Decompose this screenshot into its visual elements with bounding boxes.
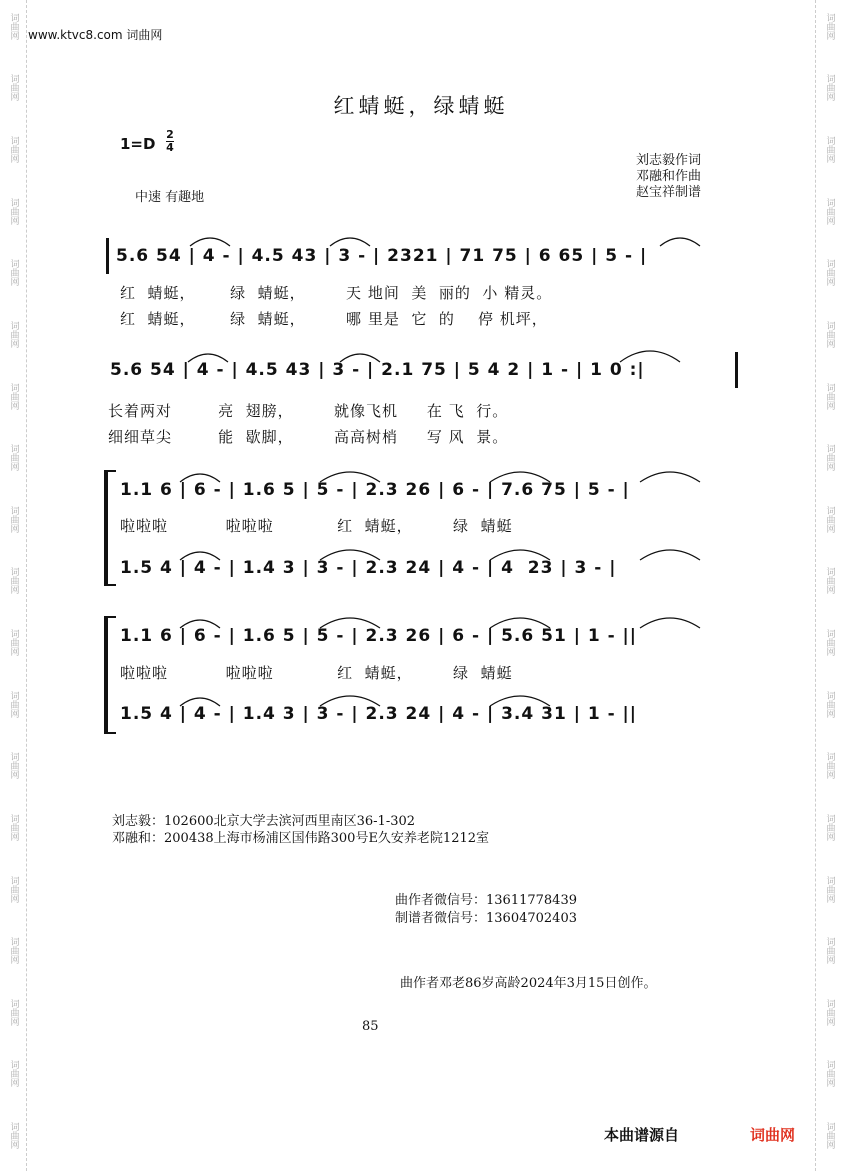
margin-watermark-text: 词曲网 xyxy=(8,74,19,102)
margin-watermark-text: 词曲网 xyxy=(8,444,19,472)
margin-watermark-text: 词曲网 xyxy=(824,998,835,1026)
margin-watermark-text: 词曲网 xyxy=(8,1060,19,1088)
margin-watermark-text: 词曲网 xyxy=(8,505,19,533)
system4-lower-notes: 1.5 4 | 4 - | 1.4 3 | 3 - | 2.3 24 | 4 - | 3.4 31 | 1 - || xyxy=(120,704,637,724)
margin-watermark-text: 词曲网 xyxy=(824,813,835,841)
margin-watermark-text: 词曲网 xyxy=(8,752,19,780)
margin-watermark-text: 词曲网 xyxy=(824,382,835,410)
margin-watermark-text: 词曲网 xyxy=(8,382,19,410)
margin-watermark-text: 词曲网 xyxy=(824,567,835,595)
margin-watermark-text: 词曲网 xyxy=(8,998,19,1026)
arranger-wechat: 制谱者微信号：13604702403 xyxy=(395,911,577,926)
song-title: 红蜻蜓，绿蜻蜓 xyxy=(333,94,509,118)
margin-watermark-text: 词曲网 xyxy=(8,937,19,965)
margin-watermark-text: 词曲网 xyxy=(8,259,19,287)
time-signature-top: 2 xyxy=(166,128,174,141)
margin-watermark-text: 词曲网 xyxy=(824,320,835,348)
composer-credit: 邓融和作曲 xyxy=(636,169,702,184)
system4-lyrics: 啦啦啦 啦啦啦 红 蜻蜓， 绿 蜻蜓 xyxy=(120,664,513,682)
margin-watermark-text: 词曲网 xyxy=(8,875,19,903)
margin-watermark-text: 词曲网 xyxy=(824,752,835,780)
wechat-block xyxy=(395,892,577,928)
margin-watermark-text: 词曲网 xyxy=(824,505,835,533)
address-block xyxy=(112,813,489,847)
time-signature-bottom: 4 xyxy=(166,141,174,154)
system1-lyrics-verse2: 红 蜻蜓， 绿 蜻蜓， 哪 里是 它 的 停 机坪， xyxy=(120,310,548,328)
margin-watermark-text: 词曲网 xyxy=(824,875,835,903)
margin-watermark-text: 词曲网 xyxy=(8,12,19,40)
site-url: www.ktvc8.com 词曲网 xyxy=(28,28,163,42)
margin-watermark-text: 词曲网 xyxy=(824,74,835,102)
margin-watermark-text: 词曲网 xyxy=(824,937,835,965)
margin-watermark-text: 词曲网 xyxy=(824,1060,835,1088)
page-number: 85 xyxy=(362,1019,379,1034)
margin-watermark-text: 词曲网 xyxy=(824,12,835,40)
margin-watermark-text: 词曲网 xyxy=(8,567,19,595)
footer-source-label: 本曲谱源自 xyxy=(604,1126,680,1144)
system2-lyrics-verse1: 长着两对 亮 翅膀， 就像飞机 在 飞 行。 xyxy=(108,402,509,420)
system3-upper-notes: 1.1 6 | 6 - | 1.6 5 | 5 - | 2.3 26 | 6 - | 7.6 75 | 5 - | xyxy=(120,480,630,500)
lyricist-credit: 刘志毅作词 xyxy=(636,153,702,168)
margin-watermark-text: 词曲网 xyxy=(8,320,19,348)
margin-watermark-text: 词曲网 xyxy=(824,629,835,657)
margin-watermark-text: 词曲网 xyxy=(824,690,835,718)
margin-watermark-text: 词曲网 xyxy=(824,259,835,287)
margin-watermark-text: 词曲网 xyxy=(824,136,835,164)
margin-watermark-text: 词曲网 xyxy=(824,1122,835,1150)
system1-notes: 5.6 54 | 4 - | 4.5 43 | 3 - | 2321 | 71 75 | 6 65 | 5 - | xyxy=(116,246,648,266)
margin-watermark-text: 词曲网 xyxy=(824,197,835,225)
lyricist-address: 刘志毅：102600北京大学去滨河西里南区36-1-302 xyxy=(112,814,416,829)
system1-lyrics-verse1: 红 蜻蜓， 绿 蜻蜓， 天 地间 美 丽的 小 精灵。 xyxy=(120,284,553,302)
margin-watermark-text: 词曲网 xyxy=(8,136,19,164)
system4-upper-notes: 1.1 6 | 6 - | 1.6 5 | 5 - | 2.3 26 | 6 - | 5.6 51 | 1 - || xyxy=(120,626,637,646)
system2-lyrics-verse2: 细细草尖 能 歇脚， 高高树梢 写 风 景。 xyxy=(108,428,509,446)
margin-watermark-text: 词曲网 xyxy=(8,1122,19,1150)
composer-address: 邓融和：200438上海市杨浦区国伟路300号E久安养老院1212室 xyxy=(112,831,490,846)
footer-brand-link[interactable]: 词曲网 xyxy=(750,1126,796,1144)
key-signature: 1=D xyxy=(120,135,156,153)
tempo-marking: 中速 有趣地 xyxy=(135,190,205,205)
margin-watermark-text: 词曲网 xyxy=(8,813,19,841)
arranger-credit: 赵宝祥制谱 xyxy=(636,185,702,200)
margin-watermark-text: 词曲网 xyxy=(8,197,19,225)
creation-note: 曲作者邓老86岁高龄2024年3月15日创作。 xyxy=(400,976,657,991)
margin-watermark-text: 词曲网 xyxy=(824,444,835,472)
composer-wechat: 曲作者微信号：13611778439 xyxy=(395,893,577,908)
system3-lyrics: 啦啦啦 啦啦啦 红 蜻蜓， 绿 蜻蜓 xyxy=(120,517,513,535)
system3-lower-notes: 1.5 4 | 4 - | 1.4 3 | 3 - | 2.3 24 | 4 - | 4 23 | 3 - | xyxy=(120,558,617,578)
margin-watermark-text: 词曲网 xyxy=(8,629,19,657)
system2-notes: 5.6 54 | 4 - | 4.5 43 | 3 - | 2.1 75 | 5 4 2 | 1 - | 1 0 :| xyxy=(110,360,645,380)
margin-watermark-text: 词曲网 xyxy=(8,690,19,718)
